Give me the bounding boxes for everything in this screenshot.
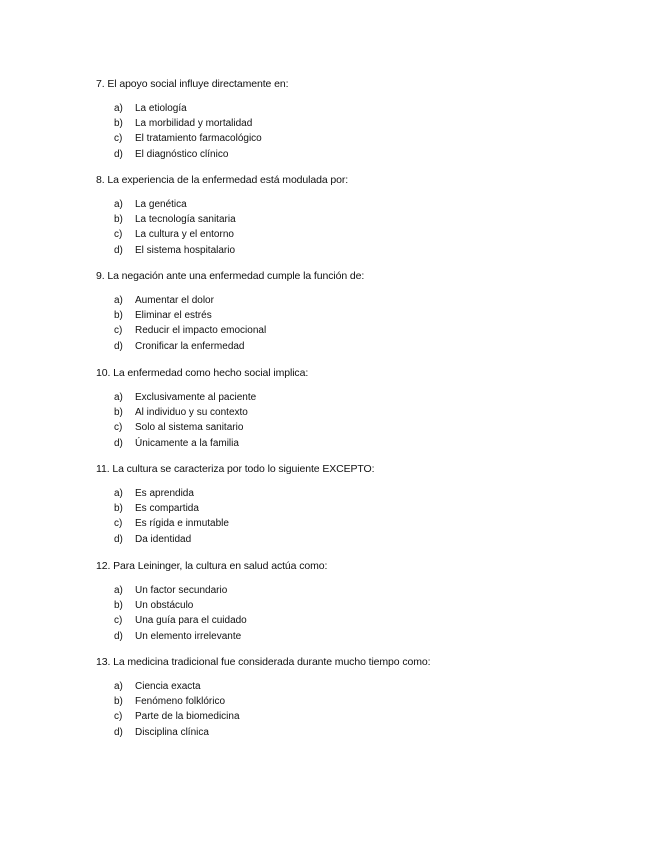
option-item bbox=[96, 294, 616, 309]
option-text: La etiología bbox=[135, 103, 187, 114]
question-title: 12. Para Leininger, la cultura en salud actúa como: bbox=[96, 560, 328, 572]
option-text: El tratamiento farmacológico bbox=[135, 133, 262, 145]
option-letter: a) bbox=[114, 103, 123, 114]
option-letter: d) bbox=[114, 437, 123, 449]
option-text: Da identidad bbox=[135, 533, 192, 545]
option-item bbox=[96, 391, 616, 406]
option-item bbox=[96, 213, 616, 228]
option-item bbox=[96, 584, 616, 599]
option-item bbox=[96, 630, 616, 645]
question-title: 11. La cultura se caracteriza por todo lo siguiente EXCEPTO: bbox=[96, 463, 375, 475]
option-text: Reducir el impacto emocional bbox=[135, 325, 267, 337]
option-text: Aumentar el dolor bbox=[135, 295, 214, 306]
option-item bbox=[96, 614, 616, 629]
option-letter: b) bbox=[114, 407, 123, 419]
question-title: 8. La experiencia de la enfermedad está modulada por: bbox=[96, 174, 349, 186]
option-text: La genética bbox=[135, 199, 187, 210]
option-item bbox=[96, 244, 616, 259]
option-item bbox=[96, 502, 616, 517]
option-item bbox=[96, 421, 616, 436]
option-list bbox=[96, 584, 616, 645]
question-12 bbox=[96, 560, 616, 645]
option-item bbox=[96, 599, 616, 614]
option-letter: c) bbox=[114, 229, 123, 241]
option-list bbox=[96, 102, 616, 163]
option-item bbox=[96, 117, 616, 132]
option-text: Es rígida e inmutable bbox=[135, 518, 229, 530]
option-letter: b) bbox=[114, 696, 123, 708]
option-list bbox=[96, 487, 616, 548]
option-item bbox=[96, 726, 616, 741]
option-item bbox=[96, 102, 616, 117]
option-letter: b) bbox=[114, 600, 123, 612]
option-text: Es aprendida bbox=[135, 488, 194, 499]
option-letter: b) bbox=[114, 214, 123, 226]
option-letter: b) bbox=[114, 310, 123, 322]
option-text: Eliminar el estrés bbox=[135, 310, 212, 322]
option-letter: d) bbox=[114, 148, 123, 160]
option-letter: b) bbox=[114, 503, 123, 515]
question-9 bbox=[96, 270, 616, 355]
question-13 bbox=[96, 656, 616, 741]
option-item bbox=[96, 198, 616, 213]
option-item bbox=[96, 132, 616, 147]
option-letter: d) bbox=[114, 630, 123, 642]
option-letter: c) bbox=[114, 422, 123, 434]
option-text: Un obstáculo bbox=[135, 600, 194, 612]
question-title: 10. La enfermedad como hecho social implica: bbox=[96, 367, 309, 379]
option-text: La tecnología sanitaria bbox=[135, 214, 236, 226]
option-letter: d) bbox=[114, 244, 123, 256]
option-letter: c) bbox=[114, 615, 123, 627]
option-letter: a) bbox=[114, 488, 123, 499]
question-title: 13. La medicina tradicional fue considerada durante mucho tiempo como: bbox=[96, 656, 431, 668]
option-letter: d) bbox=[114, 340, 123, 352]
option-list bbox=[96, 680, 616, 741]
option-text: Únicamente a la familia bbox=[135, 437, 239, 449]
option-text: Solo al sistema sanitario bbox=[135, 422, 244, 434]
option-letter: b) bbox=[114, 118, 123, 130]
option-text: Un factor secundario bbox=[135, 585, 228, 596]
option-letter: a) bbox=[114, 295, 123, 306]
option-item bbox=[96, 340, 616, 355]
option-text: La morbilidad y mortalidad bbox=[135, 118, 253, 130]
option-item bbox=[96, 680, 616, 695]
option-letter: c) bbox=[114, 325, 123, 337]
option-letter: d) bbox=[114, 533, 123, 545]
option-item bbox=[96, 309, 616, 324]
question-title: 7. El apoyo social influye directamente en: bbox=[96, 78, 289, 90]
option-text: Parte de la biomedicina bbox=[135, 711, 240, 723]
option-letter: d) bbox=[114, 726, 123, 738]
option-letter: a) bbox=[114, 392, 123, 403]
option-list bbox=[96, 198, 616, 259]
option-text: Disciplina clínica bbox=[135, 726, 209, 738]
option-text: La cultura y el entorno bbox=[135, 229, 234, 241]
option-letter: a) bbox=[114, 199, 123, 210]
option-text: Cronificar la enfermedad bbox=[135, 340, 245, 352]
option-text: Es compartida bbox=[135, 503, 199, 515]
option-item bbox=[96, 437, 616, 452]
option-item bbox=[96, 487, 616, 502]
option-item bbox=[96, 324, 616, 339]
option-text: Al individuo y su contexto bbox=[135, 407, 248, 419]
option-item bbox=[96, 228, 616, 243]
option-item bbox=[96, 710, 616, 725]
question-7 bbox=[96, 78, 616, 163]
option-item bbox=[96, 695, 616, 710]
option-text: El diagnóstico clínico bbox=[135, 148, 229, 160]
question-8 bbox=[96, 174, 616, 259]
option-item bbox=[96, 406, 616, 421]
option-text: Fenómeno folklórico bbox=[135, 696, 226, 708]
option-item bbox=[96, 517, 616, 532]
option-text: Exclusivamente al paciente bbox=[135, 392, 257, 403]
option-text: Una guía para el cuidado bbox=[135, 615, 247, 627]
option-text: Ciencia exacta bbox=[135, 681, 201, 692]
option-item bbox=[96, 533, 616, 548]
question-title: 9. La negación ante una enfermedad cumple la función de: bbox=[96, 270, 365, 282]
option-letter: c) bbox=[114, 133, 123, 145]
option-letter: c) bbox=[114, 518, 123, 530]
option-text: Un elemento irrelevante bbox=[135, 630, 242, 642]
option-letter: a) bbox=[114, 585, 123, 596]
option-list bbox=[96, 294, 616, 355]
option-list bbox=[96, 391, 616, 452]
option-item bbox=[96, 148, 616, 163]
question-11 bbox=[96, 463, 616, 548]
option-letter: a) bbox=[114, 681, 123, 692]
question-10 bbox=[96, 367, 616, 452]
option-letter: c) bbox=[114, 711, 123, 723]
option-text: El sistema hospitalario bbox=[135, 244, 236, 256]
